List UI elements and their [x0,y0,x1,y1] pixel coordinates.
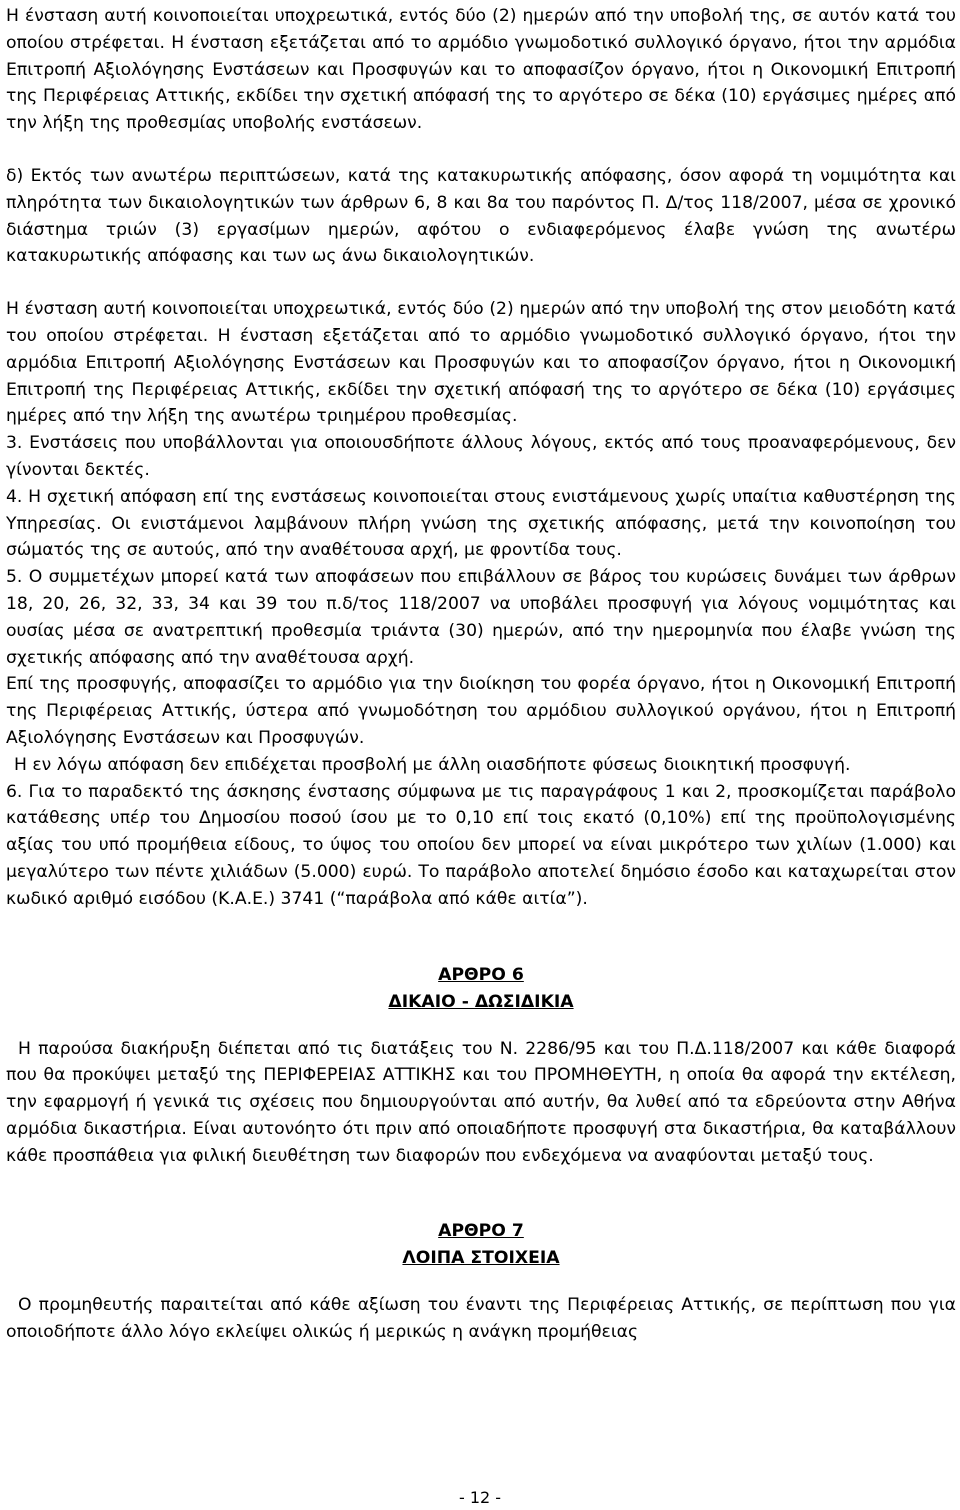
article-6-number: ΑΡΘΡΟ 6 [438,964,524,985]
article-7-text: Ο προμηθευτής παραιτείται από κάθε αξίωση του έναντι της Περιφέρειας Αττικής, σε περίπτωση που για οποιοδήποτε άλλο λόγο εκλείψει ολικώς ή μερικώς η ανάγκη προμήθειας [6,1295,956,1343]
paragraph-item-6: 6. Για το παραδεκτό της άσκησης ένστασης σύμφωνα με τις παραγράφους 1 και 2, προσκομίζεται παράβολο κατάθεσης υπέρ του Δημοσίου ποσού ίσου με το 0,10 επί τοις εκατό (0,10%) επί της προϋπολογισμένης αξίας του υπό προμήθεια είδους, το ύψος του οποίου δεν μπορεί να είναι μικρότερο των χιλίων (1.000) και μεγαλύτερο των πέντε χιλιάδων (5.000) ευρώ. Το παράβολο αποτελεί δημόσιο έσοδο και καταχωρείται στον κωδικό αριθμό εισόδου (Κ.Α.Ε.) 3741 (“παράβολα από κάθε αιτία”). [6,781,956,909]
article-6-title: ΔΙΚΑΙΟ - ΔΩΣΙΔΙΚΙΑ [388,991,574,1012]
article-7-title: ΛΟΙΠΑ ΣΤΟΙΧΕΙΑ [402,1248,560,1269]
page-number: - 12 - [458,1488,502,1507]
article-6-text: Η παρούσα διακήρυξη διέπεται από τις διατάξεις του Ν. 2286/95 και του Π.Δ.118/2007 και κάθε διαφορά που θα προκύψει μεταξύ της ΠΕΡΙΦΕΡΕΙΑΣ ΑΤΤΙΚΗΣ και του ΠΡΟΜΗΘΕΥΤΗ, η οποία θα αφορά την εκτέλεση, την εφαρμογή ή γενικά τις σχέσεις που δημιουργούνται από αυτήν, θα λυθεί από τα εδρεύοντα στην Αθήνα αρμόδια δικαστήρια. Είναι αυτονόητο ότι πριν από οποιαδήποτε προσφυγή στα δικαστήρια, θα καταβάλλουν κάθε προσπάθεια για φιλική διευθέτηση των διαφορών που ενδεχόμενα να αναφύονται μεταξύ τους. [6,1038,956,1166]
paragraph-objection-notification-2: Η ένσταση αυτή κοινοποιείται υποχρεωτικά, εντός δύο (2) ημερών από την υποβολή της στον μειοδότη κατά του οποίου στρέφεται. Η ένσταση εξετάζεται από το αρμόδιο γνωμοδοτικό συλλογικό όργανο, ήτοι την αρμόδια Επιτροπή Αξιολόγησης Ενστάσεων και Προσφυγών και το αποφασίζον όργανο, ήτοι η Οικονομική Επιτροπή της Περιφέρειας Αττικής, εκδίδει την σχετική απόφασή της το αργότερο σε δέκα (10) εργάσιμες ημέρες από την λήξη της ανωτέρω τριημέρου προθεσμίας. [6,299,956,427]
paragraph-case-d: δ) Εκτός των ανωτέρω περιπτώσεων, κατά της κατακυρωτικής απόφασης, όσον αφορά τη νομιμότητα και πληρότητα των δικαιολογητικών των άρθρων 6, 8 και 8α του παρόντος Π. Δ/τος 118/2007, μέσα σε χρονικό διάστημα τριών (3) εργασίμων ημερών, αφότου ο ενδιαφερόμενος έλαβε γνώση της ανωτέρω κατακυρωτικής απόφασης και των ως άνω δικαιολογητικών. [6,165,956,267]
paragraph-no-further-appeal: Η εν λόγω απόφαση δεν επιδέχεται προσβολή με άλλη οιασδήποτε φύσεως διοικητική προσφυγή. [14,754,851,775]
paragraph-item-5: 5. Ο συμμετέχων μπορεί κατά των αποφάσεων που επιβάλλουν σε βάρος του κυρώσεις δυνάμει των άρθρων 18, 20, 26, 32, 33, 34 και 39 του π.δ/τος 118/2007 να υποβάλει προσφυγή για λόγους νομιμότητας και ουσίας μέσα σε ανατρεπτική προθεσμία τριάντα (30) ημερών, από την ημερομηνία που έλαβε γνώση της σχετικής απόφασης από την αναθέτουσα αρχή. [6,567,956,668]
article-6-heading [6,962,956,1016]
document-page [6,0,956,1346]
paragraph-objection-notification-1: Η ένσταση αυτή κοινοποιείται υποχρεωτικά, εντός δύο (2) ημερών από την υποβολή της, σε αυτόν κατά του οποίου στρέφεται. Η ένσταση εξετάζεται από το αρμόδιο γνωμοδοτικό συλλογικό όργανο, ήτοι την αρμόδια Επιτροπή Αξιολόγησης Ενστάσεων και Προσφυγών και το αποφασίζον όργανο, ήτοι η Οικονομική Επιτροπή της Περιφέρειας Αττικής, εκδίδει την σχετική απόφασή της το αργότερο σε δέκα (10) εργάσιμες ημέρες από την λήξη της προθεσμίας υποβολής ενστάσεων. [6,6,956,134]
paragraph-item-3: 3. Ενστάσεις που υποβάλλονται για οποιουσδήποτε άλλους λόγους, εκτός από τους προαναφερόμενους, δεν γίνονται δεκτές. [6,433,956,480]
article-7-number: ΑΡΘΡΟ 7 [438,1221,524,1242]
paragraph-item-4: 4. Η σχετική απόφαση επί της ενστάσεως κοινοποιείται στους ενιστάμενους χωρίς υπαίτια καθυστέρηση της Υπηρεσίας. Οι ενιστάμενοι λαμβάνουν πλήρη γνώση της σχετικής απόφασης, μετά την κοινοποίηση του σώματός της σε αυτούς, από την αναθέτουσα αρχή, με φροντίδα τους. [6,486,956,561]
article-7-heading [6,1218,956,1272]
paragraph-appeal-decision: Επί της προσφυγής, αποφασίζει το αρμόδιο για την διοίκηση του φορέα όργανο, ήτοι η Οικονομική Επιτροπή της Περιφέρειας Αττικής, ύστερα από γνωμοδότηση του αρμόδιου συλλογικού οργάνου, ήτοι η Επιτροπή Αξιολόγησης Ενστάσεων και Προσφυγών. [6,674,956,748]
